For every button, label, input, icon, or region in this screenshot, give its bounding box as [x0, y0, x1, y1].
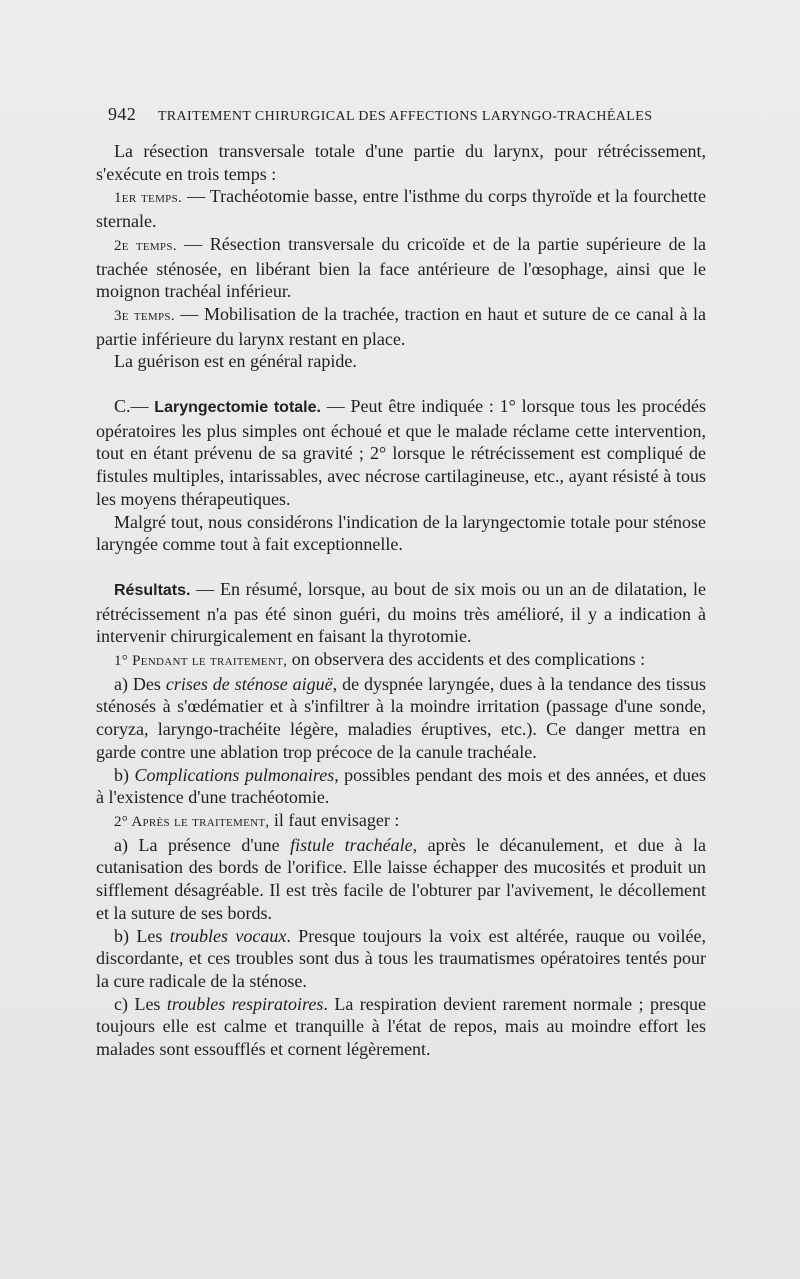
apres-c-text: . La respiration devient rarement normale ; presque toujours elle est calme et tranquille à l'état de repos, mais au moindre effort les malades sont essoufflés et cornent légèrement.	[96, 993, 706, 1060]
temps-2-text: — Résection transversale du cricoïde et de la partie supérieure de la trachée sténosée, en libérant bien la face antérieure de l'œsophage, ainsi que le moignon trachéal inférieur.	[96, 233, 706, 302]
temps-3-label: 3e temps.	[114, 307, 175, 324]
temps-2-label: 2e temps.	[114, 237, 177, 254]
intro-paragraph: La résection transversale totale d'une partie du larynx, pour rétrécissement, s'exécute en trois temps :	[96, 141, 706, 184]
pendant-b	[96, 764, 706, 809]
apres-b-em: troubles vocaux	[169, 925, 287, 946]
apres-a	[96, 834, 706, 925]
temps-1	[96, 185, 706, 232]
section-c-letter: C.—	[114, 396, 155, 417]
apres-a-prefix: a) La présence d'une	[114, 834, 291, 855]
apres-a-text: , après le décanulement, et due à la cutanisation des bords de l'orifice. Elle laisse échapper des mucosités et produit un sifflement désagréable. Il est très facile de l'obturer par l'avivement, le décollement et la suture de ses bords.	[96, 834, 706, 923]
pendant-heading	[96, 648, 706, 673]
apres-a-em: fistule trachéale	[290, 834, 413, 855]
apres-b-prefix: b) Les	[114, 925, 170, 946]
running-title: TRAITEMENT CHIRURGICAL DES AFFECTIONS LARYNGO-TRACHÉALES	[157, 109, 653, 124]
pendant-b-em: Complications pulmonaires	[134, 764, 335, 785]
guerison-paragraph: La guérison est en général rapide.	[114, 351, 357, 372]
resultats-text: — En résumé, lorsque, au bout de six mois ou un an de dilatation, le rétrécissement n'a pas été sinon guéri, du moins très amélioré, il y a indication à intervenir chirurgicalement en faisant la thyrotomie.	[96, 578, 706, 647]
temps-3	[96, 303, 706, 350]
temps-1-text: — Trachéotomie basse, entre l'isthme du corps thyroïde et la fourchette sternale.	[96, 186, 706, 232]
apres-c	[96, 993, 706, 1061]
pendant-a-text: , de dyspnée laryngée, dues à la tendance des tissus sténosés à s'œdématier et à s'infiltrer à la moindre irritation (passage d'une sonde, coryza, laryngo-trachéite légère, maladies éruptives, etc.). Ce danger mettra en garde contre une ablation trop précoce de la canule trachéale.	[96, 673, 706, 762]
apres-b	[96, 925, 706, 993]
pendant-label: 1° Pendant le traitement,	[114, 653, 288, 670]
pendant-b-text: , possibles pendant des mois et des années, et dues à l'existence d'une trachéotomie.	[96, 764, 706, 808]
pendant-b-prefix: b)	[114, 764, 135, 785]
apres-label: 2° Après le traitement,	[114, 813, 270, 830]
apres-c-prefix: c) Les	[114, 993, 167, 1014]
pendant-a-em: crises de sténose aiguë	[165, 673, 333, 694]
apres-c-em: troubles respiratoires	[166, 993, 324, 1014]
section-c	[96, 395, 706, 511]
temps-1-label: 1er temps.	[114, 190, 183, 207]
pendant-text: on observera des accidents et des complications :	[287, 649, 646, 670]
page-number: 942	[108, 104, 137, 124]
pendant-a	[96, 673, 706, 764]
apres-b-text: . Presque toujours la voix est altérée, rauque ou voilée, discordante, et ces troubles sont dus à tous les traumatismes opératoires tentés pour la cure radicale de la sténose.	[96, 925, 706, 991]
apres-heading	[96, 809, 706, 834]
resultats	[96, 578, 706, 648]
section-c-text: — Peut être indiquée : 1° lorsque tous les procédés opératoires les plus simples ont échoué et que le malade réclame cette intervention, tout en étant prévenu de sa gravité ; 2° lorsque le rétrécissement est compliqué de fistules multiples, intarissables, avec nécrose cartilagineuse, etc., ayant résisté à tous les moyens thérapeutiques.	[96, 396, 706, 509]
apres-text: il faut envisager :	[269, 809, 400, 830]
temps-3-text: — Mobilisation de la trachée, traction en haut et suture de ce canal à la partie inférieure du larynx restant en place.	[96, 303, 706, 349]
page-body	[96, 140, 706, 1061]
pendant-a-prefix: a) Des	[114, 673, 166, 694]
temps-2	[96, 233, 706, 303]
resultats-title: Résultats.	[114, 581, 191, 599]
section-c-para2: Malgré tout, nous considérons l'indication de la laryngectomie totale pour sténose laryngée comme tout à fait exceptionnelle.	[96, 511, 706, 555]
section-c-title: Laryngectomie totale.	[154, 399, 321, 417]
running-header	[108, 104, 708, 125]
